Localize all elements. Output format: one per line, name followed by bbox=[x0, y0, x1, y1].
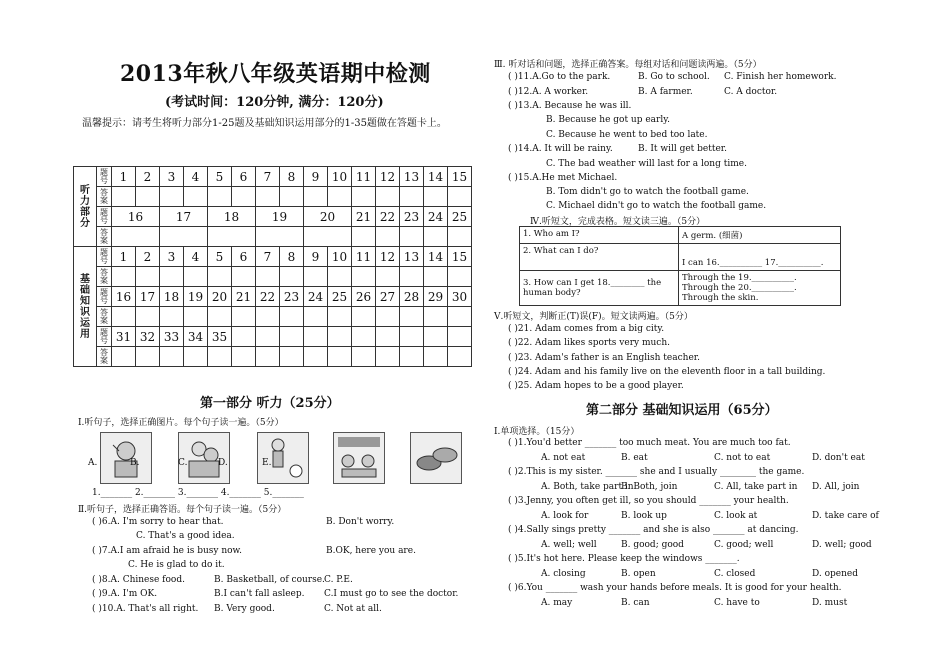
q14-option-c: C. The bad weather will last for a long time. bbox=[546, 159, 747, 169]
pic-label-d: D. bbox=[218, 458, 228, 468]
answer-cell[interactable] bbox=[304, 227, 352, 247]
question-number: 9 bbox=[304, 167, 328, 187]
answer-cell[interactable] bbox=[232, 307, 256, 327]
answer-cell[interactable] bbox=[424, 187, 448, 207]
shoes-icon bbox=[410, 432, 462, 484]
q9-option-a: ( )9.A. I'm OK. bbox=[92, 589, 158, 599]
section-i-title: Ⅰ.听句子，选择正确图片。每个句子读一遍。（5分） bbox=[78, 418, 284, 428]
mcq-option-3-a[interactable]: A. look for bbox=[541, 510, 589, 521]
answer-cell[interactable] bbox=[208, 307, 232, 327]
q10-option-c: C. Not at all. bbox=[324, 604, 382, 614]
q9-option-c: C.I must go to see the doctor. bbox=[324, 589, 459, 599]
answer-cell[interactable] bbox=[232, 187, 256, 207]
answer-cell[interactable] bbox=[112, 267, 136, 287]
question-number: 10 bbox=[328, 247, 352, 267]
question-number: 28 bbox=[400, 287, 424, 307]
answer-cell[interactable] bbox=[112, 347, 136, 367]
restaurant-icon bbox=[333, 432, 385, 484]
section-ii-title: Ⅱ.听句子，选择正确答语。每个句子读一遍。（5分） bbox=[78, 505, 287, 515]
row-label-daan: 答 案 bbox=[97, 307, 112, 327]
mcq-option-6-b[interactable]: B. can bbox=[621, 597, 650, 608]
answer-cell[interactable] bbox=[304, 307, 328, 327]
fill-line: Through the 19.__________. bbox=[682, 273, 797, 283]
question-number: 17 bbox=[160, 207, 208, 227]
question-number: 20 bbox=[208, 287, 232, 307]
section-iv-title: Ⅳ.听短文，完成表格。短文读三遍。（5分） bbox=[530, 217, 706, 227]
answer-cell[interactable] bbox=[376, 187, 400, 207]
q25: ( )25. Adam hopes to be a good player. bbox=[508, 381, 684, 391]
section-label: 基 础 知 识 运 用 bbox=[74, 247, 97, 367]
answer-cell[interactable] bbox=[184, 187, 208, 207]
row-label-tihao: 题 号 bbox=[97, 287, 112, 307]
empty-cell bbox=[400, 347, 424, 367]
answer-cell[interactable] bbox=[448, 307, 472, 327]
question-number: 23 bbox=[400, 207, 424, 227]
question-number: 22 bbox=[376, 207, 400, 227]
answer-cell[interactable] bbox=[376, 307, 400, 327]
pic-label-e: E. bbox=[262, 458, 272, 468]
answer-cell[interactable] bbox=[328, 307, 352, 327]
q11-option-a: ( )11.A.Go to the park. bbox=[508, 72, 611, 82]
question-number: 35 bbox=[208, 327, 232, 347]
question-number: 16 bbox=[112, 287, 136, 307]
question-number: 17 bbox=[136, 287, 160, 307]
question-number: 22 bbox=[256, 287, 280, 307]
question-number: 12 bbox=[376, 167, 400, 187]
answer-cell[interactable] bbox=[160, 347, 184, 367]
question-number: 19 bbox=[184, 287, 208, 307]
mcq-option-3-c[interactable]: C. look at bbox=[714, 510, 758, 521]
row-label-tihao: 题 号 bbox=[97, 247, 112, 267]
pic-label-a: A. bbox=[88, 458, 98, 468]
mcq-question-4: ( )4.Sally sings pretty _______ and she is also _______ at dancing. bbox=[508, 525, 799, 535]
answer-cell[interactable] bbox=[424, 227, 448, 247]
mcq-question-3: ( )3.Jenny, you often get ill, so you should _______ your health. bbox=[508, 496, 789, 506]
question-number: 33 bbox=[160, 327, 184, 347]
question-number: 32 bbox=[136, 327, 160, 347]
mcq-option-2-d[interactable]: D. All, join bbox=[812, 481, 860, 492]
question-number: 14 bbox=[424, 247, 448, 267]
answer-cell[interactable] bbox=[400, 307, 424, 327]
q14-option-b: B. It will get better. bbox=[638, 144, 727, 154]
pic-label-c: C. bbox=[178, 458, 188, 468]
answer-cell[interactable] bbox=[184, 347, 208, 367]
mcq-option-6-d[interactable]: D. must bbox=[812, 597, 848, 608]
answer-cell[interactable] bbox=[400, 187, 424, 207]
section-v-title: Ⅴ.听短文，判断正(T)误(F)。短文读两遍。（5分） bbox=[494, 312, 693, 322]
answer-cell[interactable] bbox=[280, 307, 304, 327]
question-number: 26 bbox=[352, 287, 376, 307]
fill-line: Through the 20.__________. bbox=[682, 283, 797, 293]
empty-cell bbox=[328, 327, 352, 347]
q7-option-c: C. He is glad to do it. bbox=[128, 560, 225, 570]
question-number: 1 bbox=[112, 247, 136, 267]
q7-option-a: ( )7.A.I am afraid he is busy now. bbox=[92, 546, 243, 556]
answer-cell[interactable] bbox=[160, 187, 184, 207]
answer-cell[interactable] bbox=[208, 267, 232, 287]
question-number: 8 bbox=[280, 167, 304, 187]
q6-option-b: B. Don't worry. bbox=[326, 517, 395, 527]
answer-cell[interactable] bbox=[256, 307, 280, 327]
empty-cell bbox=[376, 327, 400, 347]
row-label-daan: 答 案 bbox=[97, 227, 112, 247]
part2-section-i-title: Ⅰ.单项选择。（15分） bbox=[494, 427, 580, 437]
part1-heading: 第一部分 听力（25分） bbox=[200, 396, 340, 411]
q8-option-a: ( )8.A. Chinese food. bbox=[92, 575, 185, 585]
answer-cell[interactable] bbox=[184, 307, 208, 327]
fill-line: Through the skin. bbox=[682, 293, 759, 303]
table-cell bbox=[679, 271, 841, 306]
question-number: 24 bbox=[304, 287, 328, 307]
empty-cell bbox=[304, 327, 328, 347]
question-number: 20 bbox=[304, 207, 352, 227]
empty-cell bbox=[448, 327, 472, 347]
question-number: 1 bbox=[112, 167, 136, 187]
q11-option-b: B. Go to school. bbox=[638, 72, 710, 82]
answer-cell[interactable] bbox=[208, 227, 256, 247]
question-number: 5 bbox=[208, 247, 232, 267]
empty-cell bbox=[424, 347, 448, 367]
sick-child-icon bbox=[100, 432, 152, 484]
q8-option-c: C. P.E. bbox=[324, 575, 353, 585]
answer-cell[interactable] bbox=[424, 307, 448, 327]
question-number: 30 bbox=[448, 287, 472, 307]
question-number: 18 bbox=[208, 207, 256, 227]
answer-cell[interactable] bbox=[136, 187, 160, 207]
question-number: 2 bbox=[136, 247, 160, 267]
empty-cell bbox=[304, 347, 328, 367]
empty-cell bbox=[352, 347, 376, 367]
question-number: 4 bbox=[184, 167, 208, 187]
answer-cell[interactable] bbox=[448, 267, 472, 287]
question-number: 23 bbox=[280, 287, 304, 307]
mcq-option-1-c[interactable]: C. not to eat bbox=[714, 452, 771, 463]
q10-option-b: B. Very good. bbox=[214, 604, 275, 614]
question-number: 15 bbox=[448, 247, 472, 267]
q12-option-b: B. A farmer. bbox=[638, 87, 693, 97]
mcq-question-5: ( )5.It's hot here. Please keep the windows _______. bbox=[508, 554, 740, 564]
answer-cell[interactable] bbox=[112, 187, 136, 207]
exam-time-subtitle: (考试时间：120分钟, 满分：120分) bbox=[165, 95, 384, 110]
q6-option-c: C. That's a good idea. bbox=[136, 531, 235, 541]
answer-cell[interactable] bbox=[136, 307, 160, 327]
question-number: 13 bbox=[400, 247, 424, 267]
table-cell: 1. Who am I? bbox=[520, 227, 679, 244]
section-label: 听 力 部 分 bbox=[74, 167, 97, 247]
empty-cell bbox=[424, 327, 448, 347]
empty-cell bbox=[232, 347, 256, 367]
answer-sheet-table bbox=[73, 166, 472, 367]
question-number: 11 bbox=[352, 167, 376, 187]
answer-cell[interactable] bbox=[376, 267, 400, 287]
row-label-tihao: 题 号 bbox=[97, 167, 112, 187]
question-number: 9 bbox=[304, 247, 328, 267]
answer-cell[interactable] bbox=[256, 227, 304, 247]
answer-cell[interactable] bbox=[448, 187, 472, 207]
row-label-tihao: 题 号 bbox=[97, 207, 112, 227]
q22: ( )22. Adam likes sports very much. bbox=[508, 338, 670, 348]
answer-cell[interactable] bbox=[352, 227, 376, 247]
answer-cell[interactable] bbox=[280, 267, 304, 287]
answer-cell[interactable] bbox=[208, 347, 232, 367]
answer-cell[interactable] bbox=[328, 267, 352, 287]
mcq-option-5-a[interactable]: A. closing bbox=[541, 568, 586, 579]
q9-option-b: B.I can't fall asleep. bbox=[214, 589, 305, 599]
answer-cell[interactable] bbox=[448, 227, 472, 247]
table-cell: 2. What can I do? bbox=[520, 244, 679, 271]
mcq-option-6-a[interactable]: A. may bbox=[541, 597, 573, 608]
q15-option-c: C. Michael didn't go to watch the football game. bbox=[546, 201, 767, 211]
answer-cell[interactable] bbox=[112, 307, 136, 327]
instruction-tip: 温馨提示：请考生将听力部分1-25题及基础知识运用部分的1-35题做在答题卡上。 bbox=[82, 118, 447, 129]
section-iii-title: Ⅲ. 听对话和问题，选择正确答案。每组对话和问题读两遍。（5分） bbox=[494, 60, 762, 70]
question-number: 13 bbox=[400, 167, 424, 187]
answer-cell[interactable] bbox=[160, 267, 184, 287]
mcq-option-1-d[interactable]: D. don't eat bbox=[812, 452, 865, 463]
answer-cell[interactable] bbox=[328, 187, 352, 207]
empty-cell bbox=[280, 327, 304, 347]
mcq-option-4-a[interactable]: A. well; well bbox=[541, 539, 597, 550]
empty-cell bbox=[280, 347, 304, 367]
mcq-option-5-b[interactable]: B. open bbox=[621, 568, 656, 579]
table-cell: A germ. (细菌) bbox=[679, 227, 841, 244]
question-number: 27 bbox=[376, 287, 400, 307]
question-number: 6 bbox=[232, 247, 256, 267]
empty-cell bbox=[328, 347, 352, 367]
q21: ( )21. Adam comes from a big city. bbox=[508, 324, 665, 334]
question-number: 8 bbox=[280, 247, 304, 267]
page-title: 2013年秋八年级英语期中检测 bbox=[120, 61, 431, 87]
mcq-option-5-c[interactable]: C. closed bbox=[714, 568, 756, 579]
q12-option-c: C. A doctor. bbox=[724, 87, 778, 97]
answer-cell[interactable] bbox=[136, 267, 160, 287]
row-label-tihao: 题 号 bbox=[97, 327, 112, 347]
q7-option-b: B.OK, here you are. bbox=[326, 546, 416, 556]
mcq-option-6-c[interactable]: C. have to bbox=[714, 597, 760, 608]
question-number: 3 bbox=[160, 167, 184, 187]
answer-cell[interactable] bbox=[352, 307, 376, 327]
row-label-daan: 答 案 bbox=[97, 187, 112, 207]
mcq-option-3-d[interactable]: D. take care of bbox=[812, 510, 879, 521]
question-number: 12 bbox=[376, 247, 400, 267]
empty-cell bbox=[448, 347, 472, 367]
answer-cell[interactable] bbox=[136, 347, 160, 367]
mcq-question-6: ( )6.You _______ wash your hands before meals. It is good for your health. bbox=[508, 583, 842, 593]
q12-option-a: ( )12.A. A worker. bbox=[508, 87, 589, 97]
table-cell: I can 16.__________ 17.__________. bbox=[679, 244, 841, 271]
q23: ( )23. Adam's father is an English teacher. bbox=[508, 353, 700, 363]
answer-cell[interactable] bbox=[112, 227, 160, 247]
mcq-question-1: ( )1.You'd better _______ too much meat. You are much too fat. bbox=[508, 438, 791, 448]
listening-fill-table bbox=[519, 226, 841, 306]
answer-cell[interactable] bbox=[256, 187, 280, 207]
mcq-option-1-a[interactable]: A. not eat bbox=[541, 452, 586, 463]
answer-cell[interactable] bbox=[232, 267, 256, 287]
question-number: 21 bbox=[232, 287, 256, 307]
question-number: 3 bbox=[160, 247, 184, 267]
question-number: 15 bbox=[448, 167, 472, 187]
mcq-option-2-c[interactable]: C. All, take part in bbox=[714, 481, 798, 492]
pic-label-b: B. bbox=[130, 458, 140, 468]
q6-option-a: ( )6.A. I'm sorry to hear that. bbox=[92, 517, 224, 527]
question-number: 25 bbox=[328, 287, 352, 307]
question-number: 16 bbox=[112, 207, 160, 227]
q15-option-b: B. Tom didn't go to watch the football game. bbox=[546, 187, 749, 197]
answer-cell[interactable] bbox=[160, 227, 208, 247]
q13-option-c: C. Because he went to bed too late. bbox=[546, 130, 708, 140]
question-number: 31 bbox=[112, 327, 136, 347]
question-number: 24 bbox=[424, 207, 448, 227]
answer-cell[interactable] bbox=[160, 307, 184, 327]
q10-option-a: ( )10.A. That's all right. bbox=[92, 604, 199, 614]
answer-cell[interactable] bbox=[352, 267, 376, 287]
mcq-option-4-b[interactable]: B. good; good bbox=[621, 539, 684, 550]
question-number: 34 bbox=[184, 327, 208, 347]
q13-option-b: B. Because he got up early. bbox=[546, 115, 670, 125]
q13-option-a: ( )13.A. Because he was ill. bbox=[508, 101, 632, 111]
answer-cell[interactable] bbox=[352, 187, 376, 207]
question-number: 18 bbox=[160, 287, 184, 307]
question-number: 19 bbox=[256, 207, 304, 227]
question-number: 4 bbox=[184, 247, 208, 267]
mcq-option-5-d[interactable]: D. opened bbox=[812, 568, 859, 579]
q24: ( )24. Adam and his family live on the eleventh floor in a tall building. bbox=[508, 367, 826, 377]
mcq-option-1-b[interactable]: B. eat bbox=[621, 452, 648, 463]
answer-cell[interactable] bbox=[400, 267, 424, 287]
q14-option-a: ( )14.A. It will be rainy. bbox=[508, 144, 613, 154]
q11-option-c: C. Finish her homework. bbox=[724, 72, 837, 82]
answer-cell[interactable] bbox=[208, 187, 232, 207]
part2-heading: 第二部分 基础知识运用（65分） bbox=[586, 403, 778, 418]
row-label-daan: 答 案 bbox=[97, 347, 112, 367]
mcq-option-4-c[interactable]: C. good; well bbox=[714, 539, 774, 550]
question-number: 25 bbox=[448, 207, 472, 227]
empty-cell bbox=[256, 327, 280, 347]
table-cell: 3. How can I get 18.________ the human body? bbox=[520, 271, 679, 306]
mcq-option-2-b[interactable]: B. Both, join bbox=[621, 481, 678, 492]
answer-cell[interactable] bbox=[184, 267, 208, 287]
question-number: 2 bbox=[136, 167, 160, 187]
empty-cell bbox=[376, 347, 400, 367]
answer-cell[interactable] bbox=[424, 267, 448, 287]
empty-cell bbox=[352, 327, 376, 347]
answer-cell[interactable] bbox=[256, 267, 280, 287]
question-number: 5 bbox=[208, 167, 232, 187]
mcq-option-3-b[interactable]: B. look up bbox=[621, 510, 667, 521]
empty-cell bbox=[400, 327, 424, 347]
question-number: 7 bbox=[256, 247, 280, 267]
answer-cell[interactable] bbox=[280, 187, 304, 207]
question-number: 11 bbox=[352, 247, 376, 267]
answer-cell[interactable] bbox=[304, 187, 328, 207]
question-number: 10 bbox=[328, 167, 352, 187]
question-number: 29 bbox=[424, 287, 448, 307]
question-number: 21 bbox=[352, 207, 376, 227]
empty-cell bbox=[232, 327, 256, 347]
mcq-question-2: ( )2.This is my sister. _______ she and I usually ________ the game. bbox=[508, 467, 805, 477]
empty-cell bbox=[256, 347, 280, 367]
row-label-daan: 答 案 bbox=[97, 267, 112, 287]
answer-cell[interactable] bbox=[376, 227, 400, 247]
question-number: 6 bbox=[232, 167, 256, 187]
answer-cell[interactable] bbox=[304, 267, 328, 287]
mcq-option-4-d[interactable]: D. well; good bbox=[812, 539, 872, 550]
answer-cell[interactable] bbox=[400, 227, 424, 247]
question-number: 14 bbox=[424, 167, 448, 187]
q8-option-b: B. Basketball, of course. bbox=[214, 575, 325, 585]
mcq-option-2-a[interactable]: A. Both, take part in bbox=[541, 481, 634, 492]
picture-answer-blanks: 1._______ 2._______ 3._______ 4._______ 5._______ bbox=[92, 488, 304, 498]
q15-option-a: ( )15.A.He met Michael. bbox=[508, 173, 618, 183]
question-number: 7 bbox=[256, 167, 280, 187]
